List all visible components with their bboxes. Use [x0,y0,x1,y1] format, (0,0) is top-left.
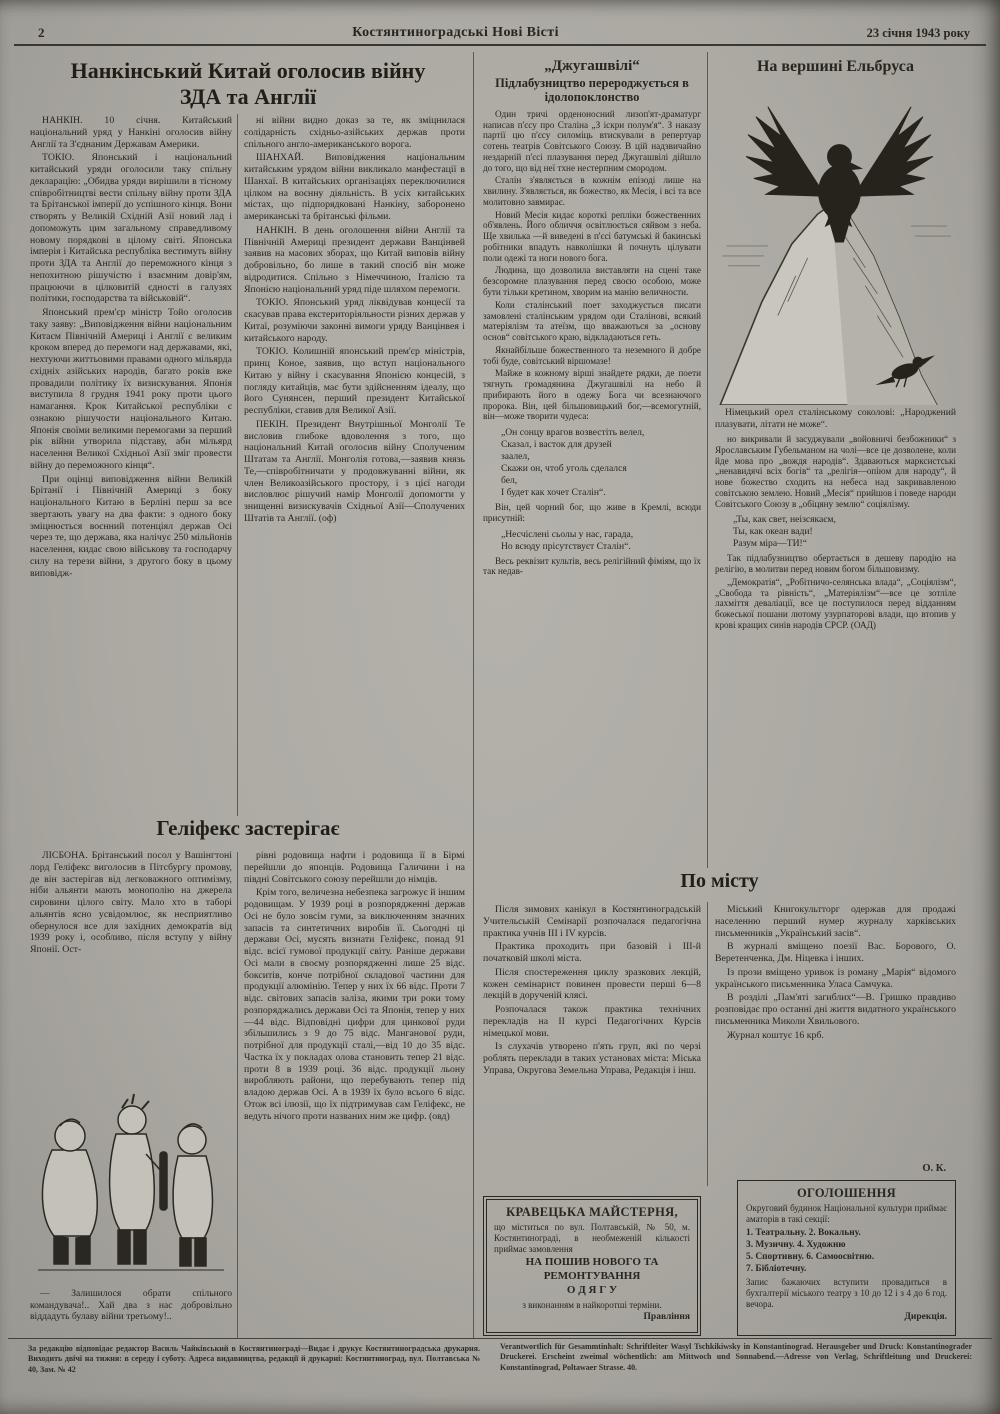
paragraph: 7. Бібліотечну. [746,1264,807,1275]
paragraph: Ты, как океан вади! [733,526,813,538]
paragraph: Один тричі орденоносний лизоп'ят-драматург написав п'єсу про Сталіна „З іскри полум'я“. З наказу партії цю п'єсу силоміць втискували в репертуар сотень театрів Совітського Союзу. В цій надзвичайно нездарній п'єсі плазування перед Джугашвілі дійшло до того, що від неї тхне нестерпним смородом. [483,108,701,173]
article-dzhugashvili [483,58,701,870]
issue-date: 23 січня 1943 року [866,26,970,40]
cartoon-caption [30,1288,232,1342]
article-text [483,556,701,580]
article-subtitle: Підлабузництво перероджується в ідолопоклонство [495,76,689,105]
paragraph: ШАНХАЙ. Виповідження національним китайським урядом війни викликало манфестації в Шанхаї. В китайських організаціях переключилися цілком на воєнну діяльність. В усіх китайських містах, що підпорядковані Нанкіну, заборонено американські та брітанські фільми. [244,152,465,222]
ad-note: Запис бажаючих вступити провадиться в бухгалтерії міського театру з 10 до 12 і з 4 до 6 год. вечора. [746,1277,947,1310]
paragraph: заалел, [501,451,530,463]
paragraph: НАНКІН. В день оголошення війни Англії та Північній Америці президент держави Ванцінвей заявив на масових зборах, що Китай виповів війну добровільно, бо лише в такий спосіб він може відродитися. Спільно з Німеччиною, Італією та Японією національний уряд піде шляхом перемоги. [244,224,465,295]
halifax-column-2 [244,850,465,1338]
paragraph: Він, цей чорний бог, що живе в Кремлі, всюди присутній: [483,502,701,523]
paragraph: Разум міра—ТИ!“ [733,538,807,550]
caption-text: Німецький орел сталінському соколові: „Народжений плазувати, літати не може“. [715,407,956,430]
paragraph: „Ты, как свет, неізсякаєм, [733,514,836,526]
paragraph: „Несчіслені сьолы у нас, гарада, [501,528,634,540]
paragraph: Весь реквізит культів, весь релігійний фіміям, що їх так недав- [483,555,701,577]
paragraph: Скажи он, чтоб уголь сделался [501,463,627,475]
paragraph: Із слухачів утворено п'ять груп, які по черзі роблять переклади в таких установах міста: Міська Управа, Округова Земельна Управа, Редакція і інш. [483,1041,701,1076]
paragraph: Сталін з'являється в кожнім епізоді лише на хвилину. З'являється, як божество, як Месія, і всі та все молитовно завмирає. [483,175,701,207]
paragraph: Після спостереження циклу зразкових лекцій, кожен семінарист повинен провести перші 6—8 лекцій в дорученій клясі. [483,966,701,1002]
paragraph: Після зимових канікул в Костянтиноградській Учительській Семінарії розпочалася педагогічна практика учнів III і IV курсів. [483,904,701,939]
nanking-column-1 [30,115,232,815]
column-rule [707,902,708,1186]
paragraph: бел, [501,475,518,487]
article-title: На вершині Ельбруса [756,58,915,75]
ad-section-list [746,1227,947,1276]
column-rule [473,52,474,1338]
paragraph: „Он сонцу врагов возвестіть велел, [501,427,645,439]
paragraph: Практика проходить при базовій і III-й початковій школі міста. [483,941,701,964]
paragraph: „Демократія“, „Робітничо-селянська влада“, „Соціялізм“, „Свобода та рівність“, „Матеріялізм“—все це зотліле лахміття деваліації, все це поступилося перед відданням божеської пошани лютому узурпаторові влади, що втопив у крові кращих синів народів СРСР. (ОАД) [715,576,956,630]
paragraph: Майже в кожному вірші знайдете рядки, де поети тягнуть громадянина Джугашвілі на небо й прибирають його в одежу Бога чи всезнаючого пророка. Він, цей більшовицький бог,—всемогутній, він—може творити чудеса: [483,368,701,422]
city-signature: О. К. [922,1163,946,1174]
ad-title: КРАВЕЦЬКА МАЙСТЕРНЯ, [506,1205,678,1219]
paragraph: ТОКІО. Японський і національний китайський уряди оголосили таку спільну декларацію: „Обидва уряди вирішили в тісному співробітництві вести спільну війну проти ЗДА та Брітанської імперії до успішного кінця. Вони створять у Великій Східній Азії новий лад і допоможуть цим загальному справедливому новому порядкові в цілому світі. Японська імперія і Китайська республіка вестимуть війну проти ЗДА та Англії до переможного кінця з непохитною рішучістю і взаємним довір'ям, працюючи в цілковитій єдності в галузях політики, господарства та військовій“. [30,152,232,305]
paragraph: НА ПОШИВ НОВОГО ТА [525,1256,659,1269]
masthead: Костянтиноградські Нові Вісті [352,25,559,40]
paragraph: Новий Месія кидає короткі репліки божественних об'явлень. Його обличчя освітлюється сяйвом з неба. Ще хвилька —й виведені в п'єсі батумські й бакинські робітники впадуть навколішки й почнуть цілувати поли одежі та ноги нового бога. [483,209,701,263]
page-number: 2 [38,25,45,40]
column-rule [707,52,708,868]
paragraph: НАНКІН. 10 січня. Китайський національний уряд у Нанкіні оголосив війну Англії та З'єднаним Державам Америки. [30,115,232,150]
paragraph: ПЕКІН. Президент Внутрішньої Монголії Те висловив глибоке вдоволення з того, що національний Китай оголосив війну Сполученим Штатам та Англії. Монголія готова,—заявив князь Те,—співробітничати у продовжуванні війни, як член Великоазійського простору, і з цієї нагоди висловлює рішучий намір Монголії допомогти у знищенні визискувачів Східньої Азії—Сполучених Штатів та Англії. (оф) [244,418,465,524]
section-title: По місту [680,870,759,892]
paragraph: Журнал коштує 16 крб. [727,1029,824,1041]
city-headline [483,870,956,893]
poem-quote [483,529,701,553]
paragraph: но викривали й засуджували „войовничі безбожники“ з Ярославським Губельманом на чолі—все це дозволене, коли йде мова про „вождя народів“. Здаваються марксистські „ненавидячі всіх богів“ та „релігія—опіюм для народу“, й нове божество сходить на небеса над закривавленою совітською землею. Новий „Месія“ прийшов і поведе народи Совітського Союзу в „обіцяну землю“ соціялізму. [715,434,956,509]
headline-line2: ЗДА та Англії [179,83,317,109]
headline: Геліфекс застерігає [156,816,340,840]
paragraph: Но всюду прісутствуєт Сталін“. [501,540,631,552]
paragraph: Із прози вміщено уривок із роману „Марія“ відомого українського письменника Уласа Самчука. [715,966,956,990]
article-text [483,502,701,526]
paragraph: Сказал, і васток для друзей [501,439,612,451]
imprint-german: Verantwortlich für Gesammtinhalt: Schriftleiter Wasyl Tschkikiwsky in Konstantinograd. Herausgeber und Druck: Konstantinograder Druckerei. Erscheint zweimal wöchentlich: am Mittwoch und Sonnabend.—Adresse von Verlag, Schriftleitung und Druckerei: Konstantinograd, Poltawaer Strasse. 40. [500,1342,972,1372]
eagle-cartoon-svg [715,77,956,405]
paragraph: О Д Я Г У [566,1283,618,1296]
poem-quote [715,514,956,550]
paragraph: ТОКІО. Колишній японський прем'єр міністрів, принц Коное, заявив, що вступ національного Китаю у війну і скасування Японією концесій, з погляду китайців, має бути здійсненням ідеалу, що його Сунянсен, перший президент Китайської республіки, ставив для Великої Азії. [244,346,465,416]
paragraph: Людина, що дозволила виставляти на сцені таке безсоромне плазування перед своєю особою, може бути тільки кретином, хворим на манію величности. [483,265,701,297]
paragraph: рівні родовища нафти і родовища її в Бірмі перейшли до японців. Родовища Галичини і на півдні Совітського союзу перейшли до німців. [244,850,465,885]
ad-signature: Правління [643,1312,690,1323]
ad-body: з виконанням в найкоротші терміни. [522,1299,662,1310]
paragraph: 5. Спортивну. 6. Самоосвітню. [746,1252,875,1263]
tailor-ad [483,1196,701,1336]
illustration-caption [715,407,956,430]
paragraph: — Залишилося обрати спільного командувача!.. Хай два з нас добровільно віддадуть булаву війни третьому!.. [30,1288,232,1322]
city-column-2 [715,904,956,1162]
paragraph: В розділі „Пам'яті загиблих“—В. Гришко правдиво розповідає про останні дні життя видатного українського письменника Миколи Хвильового. [715,992,956,1027]
halifax-column-1 [30,850,232,1030]
eagle-illustration [715,77,956,405]
paragraph: РЕМОНТУВАННЯ [543,1270,641,1283]
ad-title: ОГОЛОШЕННЯ [796,1186,897,1200]
nanking-column-2 [244,115,465,815]
ad-emphasis-lines [494,1256,690,1297]
paragraph: При оцінці виповідження війни Великій Брітанії і Північній Америці з боку національного Китаю в Берліні перш за все звертають увагу на два факти: з одного боку зміцнюється воєнний потенціял держав Осі через те, що держава, яка налічує 250 мільйонів населення, кидає свою військову та господарчу силу на терези війни, з другого боку в цьому виповідж- [30,473,232,579]
column-rule [237,114,238,816]
paragraph: Крім того, величезна небезпека загрожує й іншим родовищам. У 1939 році в розпорядженні держав Осі не було зовсім гуми, за виключенням значних запасів та синтетичних виробів її. Сьогодні ці держави Осі, мусять визнати Геліфекс, понад 91 відс. всієї гумової продукції світу. Раніше держави Осі мали в своєму розпорядженні лише 25 відс. бокситів, конче потрібної складової частини для продукції алюмінію. Тепер у них їх 66 відс. Проти 7 відс. світових запасів заліза, якими три роки тому розпоряджались держави Осі та Японія, тепер у них—44 відс. Відповідні цифри для цинкової руди збільшились з 9 до 75 відс. Манганової руди, потрібної для продукції сталі,—від 10 до 35 відс. Частка їх у покладах олова становить тепер 21 відс. проти 8 в 1939 році. 36 відс. продукції льону виробляють райони, що перебувають тепер під владою держав Осі. А в 1939 їх було всього 6 відс. Отож всі ілюзії, що їх підтримував сам Геліфекс, не ведуть нічого проти названих ним же цифр. (овд) [244,887,465,1122]
paragraph: Міський Книгокультторг одержав для продажі населенню перший нумер журналу харківських письменників „Український засів“. [715,904,956,939]
ad-body: Округовий будинок Національної культури приймає аматорів в такі секції: [746,1203,947,1224]
paragraph: 3. Музичну. 4. Художню [746,1239,846,1250]
article-elbrus [715,58,956,868]
paragraph: Якнайбільше божественного та неземного й добре тобі буде, совітський віршомазе! [483,344,701,366]
paragraph: 1. Театральну. 2. Вокальну. [746,1227,861,1238]
paragraph: Японський прем'єр міністр Тойо оголосив таку заяву: „Виповідження війни національним Китаєм Північній Америці і Англії є великим кроком вперед до перемоги над державами, які, нехтуючи життьовими правами одного мільярда східніх азійських народів, багато років вже провадили політику їх визискування. Японія виступила 8 грудня 1941 року проти цього намагання. Крок Китайської республіки є ознакою рішучости національного Китаю. Японія своїми великими перемогами за перший рік війни утворила підставу, аби мільярд населення Великої Східньої Азії зміг провести війну до переможного кінця“. [30,307,232,471]
paragraph: ЛІСБОНА. Брітанський посол у Вашінгтоні лорд Геліфекс виголосив в Пітсбургу промову, де він застерігав від легковажного оптимізму, ніби альянти мають монополію на джерела сировини цілого світу. Мало хто в таборі альянтів ясно усвідомлює, як несприятливо обернулося все для західних демократів від 1939 року і, особливо, після вступу у війну Японії. Ост- [30,850,232,955]
imprint-ukrainian: За редакцію відповідає редактор Василь Чайківський в Костянтинограді—Видає і друкує Костянтиноградська друкарня. Виходить двічі на тижня: в середу і суботу. Адреса видавництва, редакції й друкарні: Костянтиноград, вул. Полтавська № 40, Зам. № 42 [28,1344,480,1374]
three-commanders-cartoon-svg [32,1032,230,1284]
footer-rule [8,1338,992,1339]
poem-quote [483,427,701,499]
nanking-headline [30,58,466,110]
ad-signature: Дирекція. [904,1311,947,1322]
paragraph: Коли сталінський поет заходжується писати замовлені сталінським урядом оди Сталінові, всякий матеріялізм та атеїзм, що вважаються за „основу основ“ совітського краю, відкладаються геть. [483,299,701,343]
column-rule [237,852,238,1338]
announcement-ad [737,1180,956,1336]
paragraph: В журналі вміщено поезії Вас. Борового, О. Веретенченка, Дм. Ніцевка і інших. [715,941,956,964]
paragraph: І будет как хочет Сталін“. [501,487,606,499]
city-column-1 [483,904,701,1186]
article-text [715,434,956,511]
article-text [483,109,701,424]
halifax-headline [30,816,466,841]
paragraph: ні війни видно доказ за те, як зміцнилася солідарність східньо-азійських держав проти спільного англо-американського ворога. [244,115,465,150]
article-title: „Джугашвілі“ [544,58,640,74]
page-header [14,18,986,46]
paragraph: Розпочалася також практика технічних перекладів на II курсі Педагогічних Курсів німецької мови. [483,1004,701,1039]
halifax-cartoon-illustration [32,1032,230,1284]
paragraph: Так підлабузництво обертається в дешеву пародію на релігію, в молитви перед новим богом більшовизму. [715,553,956,575]
headline-line1: Нанкінський Китай оголосив війну [70,58,426,83]
paragraph: ТОКІО. Японський уряд ліквідував концесії та скасував права екстериторіяльности різних держав у Китаї, розуміючи законні вимоги уряду Ванцінвея і китайського народу. [244,297,465,344]
ad-body: що міститься по вул. Полтавській, № 50, м. Костянтинограді, в необмеженій кількості приймає замовлення [494,1222,690,1254]
article-text [715,553,956,632]
